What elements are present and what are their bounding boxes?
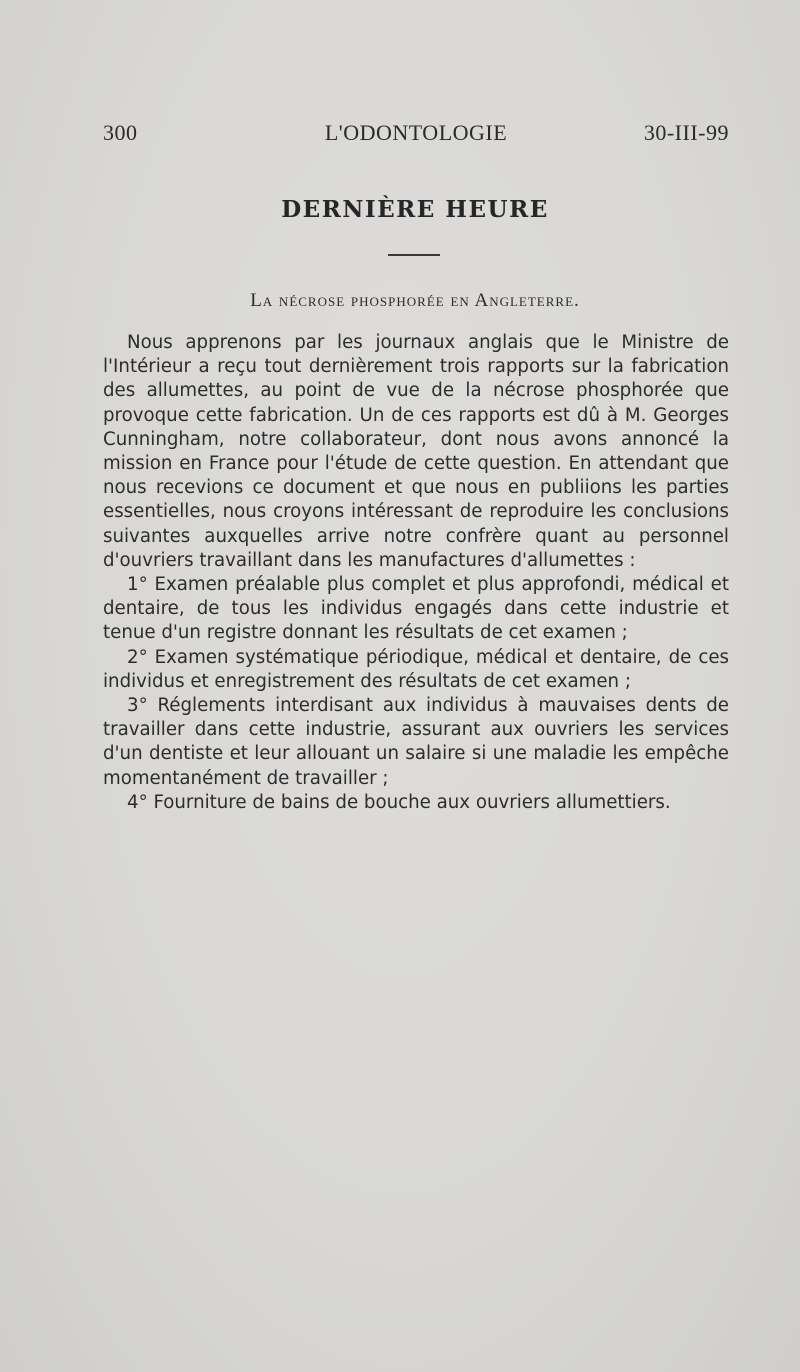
conclusion-item-3: 3° Réglements interdisant aux individus à mauvaises dents de travailler dans cette industrie, assurant aux ouvriers les services d'un dentiste et leur allouant un salaire si une maladie les empêche momentanément de travailler ;: [103, 695, 729, 789]
title-rule: [388, 254, 440, 256]
conclusion-item-1: 1° Examen préalable plus complet et plus approfondi, médical et dentaire, de tous les individus engagés dans cette industrie et tenue d'un registre donnant les résultats de cet examen ;: [103, 574, 729, 644]
running-header: [103, 120, 729, 150]
article-title: DERNIÈRE HEURE: [281, 196, 549, 223]
article-body: [103, 331, 729, 815]
journal-title: L'ODONTOLOGIE: [324, 120, 508, 145]
conclusion-item-2: 2° Examen systématique périodique, médical et dentaire, de ces individus et enregistrement des résultats de cet examen ;: [103, 646, 729, 692]
section-heading: La nécrose phosphorée en Angleterre.: [250, 290, 580, 311]
conclusion-item-4: 4° Fourniture de bains de bouche aux ouvriers allumettiers.: [127, 791, 671, 813]
page-number: 300: [103, 120, 138, 145]
issue-date: 30-III-99: [643, 120, 729, 145]
paragraph-intro: Nous apprenons par les journaux anglais que le Ministre de l'Intérieur a reçu tout dernièrement trois rapports sur la fabrication des allumettes, au point de vue de la nécrose phosphorée que provoque cette fabrication. Un de ces rapports est dû à M. Georges Cunningham, notre collaborateur, dont nous avons annoncé la mission en France pour l'étude de cette question. En attendant que nous recevions ce document et que nous en publiions les parties essentielles, nous croyons intéressant de reproduire les conclusions suivantes auxquelles arrive notre confrère quant au personnel d'ouvriers travaillant dans les manufactures d'allumettes :: [103, 332, 729, 571]
